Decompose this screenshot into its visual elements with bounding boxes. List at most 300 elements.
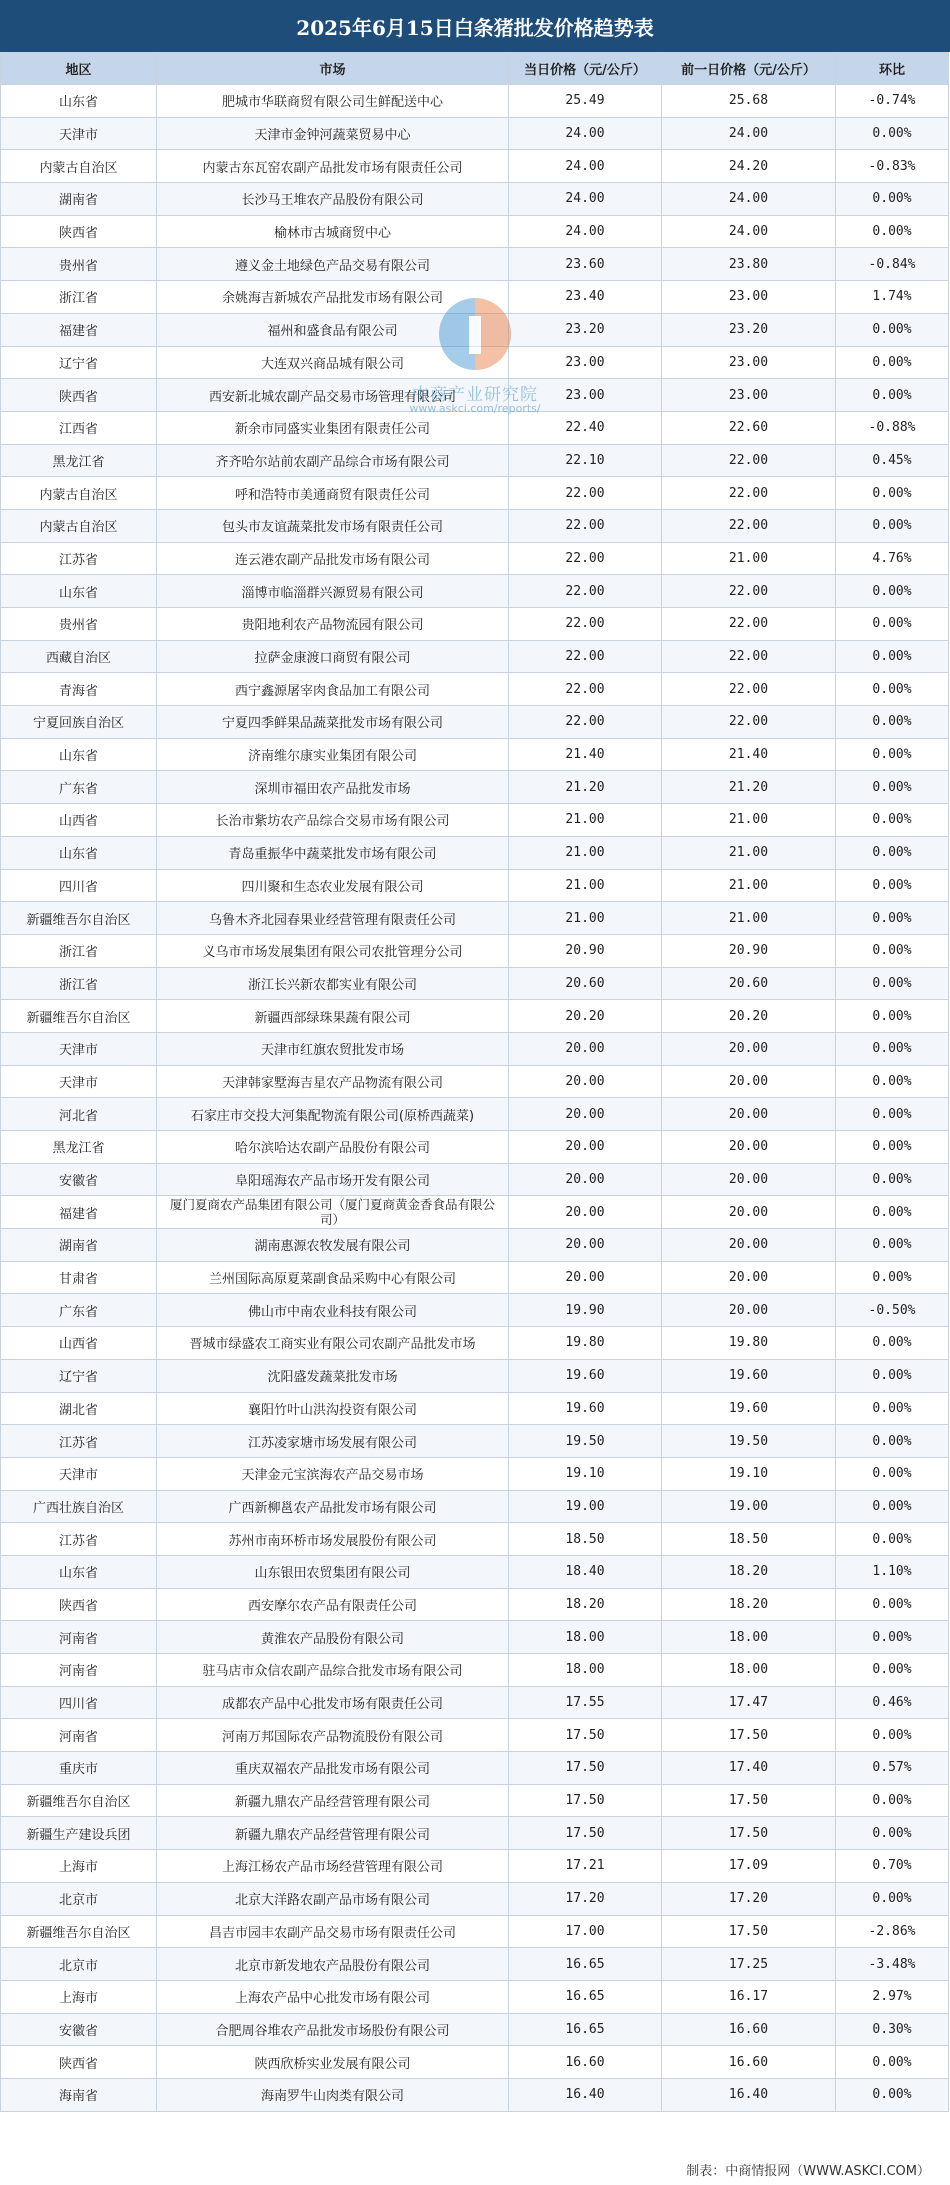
cell-change: 0.57% bbox=[836, 1752, 949, 1785]
cell-change: 0.00% bbox=[836, 1457, 949, 1490]
cell-today-price: 17.00 bbox=[509, 1915, 662, 1948]
cell-prev-price: 19.10 bbox=[662, 1457, 836, 1490]
cell-change: 0.70% bbox=[836, 1850, 949, 1883]
table-row bbox=[1, 1000, 949, 1033]
cell-region: 福建省 bbox=[1, 1196, 157, 1229]
cell-change: -0.84% bbox=[836, 248, 949, 281]
table-row bbox=[1, 934, 949, 967]
cell-prev-price: 20.00 bbox=[662, 1065, 836, 1098]
cell-prev-price: 22.00 bbox=[662, 444, 836, 477]
cell-region: 陕西省 bbox=[1, 2046, 157, 2079]
cell-region: 贵州省 bbox=[1, 248, 157, 281]
cell-market: 广西新柳邕农产品批发市场有限公司 bbox=[157, 1490, 509, 1523]
cell-market: 陕西欣桥实业发展有限公司 bbox=[157, 2046, 509, 2079]
header-market: 市场 bbox=[157, 53, 509, 85]
cell-change: 0.00% bbox=[836, 804, 949, 837]
cell-region: 山东省 bbox=[1, 1555, 157, 1588]
table-row bbox=[1, 1555, 949, 1588]
cell-change: 0.00% bbox=[836, 509, 949, 542]
cell-region: 辽宁省 bbox=[1, 1359, 157, 1392]
cell-today-price: 24.00 bbox=[509, 183, 662, 216]
cell-market: 山东银田农贸集团有限公司 bbox=[157, 1555, 509, 1588]
header-region: 地区 bbox=[1, 53, 157, 85]
cell-change: 0.00% bbox=[836, 2046, 949, 2079]
cell-prev-price: 20.20 bbox=[662, 1000, 836, 1033]
cell-market: 四川聚和生态农业发展有限公司 bbox=[157, 869, 509, 902]
cell-change: 0.00% bbox=[836, 1098, 949, 1131]
cell-prev-price: 22.00 bbox=[662, 608, 836, 641]
table-row bbox=[1, 1588, 949, 1621]
cell-prev-price: 20.00 bbox=[662, 1098, 836, 1131]
table-row bbox=[1, 281, 949, 314]
table-row bbox=[1, 2013, 949, 2046]
cell-change: 0.00% bbox=[836, 477, 949, 510]
cell-change: 0.00% bbox=[836, 117, 949, 150]
cell-today-price: 21.00 bbox=[509, 869, 662, 902]
table-row bbox=[1, 1621, 949, 1654]
cell-prev-price: 23.20 bbox=[662, 313, 836, 346]
cell-prev-price: 17.40 bbox=[662, 1752, 836, 1785]
cell-change: 0.00% bbox=[836, 1588, 949, 1621]
cell-region: 内蒙古自治区 bbox=[1, 509, 157, 542]
cell-change: 0.00% bbox=[836, 183, 949, 216]
cell-today-price: 20.00 bbox=[509, 1098, 662, 1131]
cell-prev-price: 20.00 bbox=[662, 1163, 836, 1196]
cell-region: 黑龙江省 bbox=[1, 1131, 157, 1164]
cell-market: 哈尔滨哈达农副产品股份有限公司 bbox=[157, 1131, 509, 1164]
table-row bbox=[1, 1294, 949, 1327]
cell-region: 青海省 bbox=[1, 673, 157, 706]
cell-region: 四川省 bbox=[1, 869, 157, 902]
cell-region: 广东省 bbox=[1, 771, 157, 804]
cell-market: 榆林市古城商贸中心 bbox=[157, 215, 509, 248]
cell-market: 西安新北城农副产品交易市场管理有限公司 bbox=[157, 379, 509, 412]
cell-market: 沈阳盛发蔬菜批发市场 bbox=[157, 1359, 509, 1392]
cell-prev-price: 17.50 bbox=[662, 1784, 836, 1817]
cell-region: 河北省 bbox=[1, 1098, 157, 1131]
cell-market: 呼和浩特市美通商贸有限责任公司 bbox=[157, 477, 509, 510]
cell-prev-price: 22.00 bbox=[662, 477, 836, 510]
table-row bbox=[1, 967, 949, 1000]
cell-change: 0.00% bbox=[836, 575, 949, 608]
cell-prev-price: 17.50 bbox=[662, 1817, 836, 1850]
footer-source: 制表：中商情报网（WWW.ASKCI.COM） bbox=[686, 2164, 930, 2179]
cell-change: 0.00% bbox=[836, 346, 949, 379]
table-row bbox=[1, 1948, 949, 1981]
cell-region: 河南省 bbox=[1, 1621, 157, 1654]
cell-region: 海南省 bbox=[1, 2078, 157, 2111]
cell-today-price: 16.65 bbox=[509, 1980, 662, 2013]
cell-market: 肥城市华联商贸有限公司生鲜配送中心 bbox=[157, 85, 509, 118]
table-row bbox=[1, 183, 949, 216]
cell-today-price: 23.40 bbox=[509, 281, 662, 314]
cell-today-price: 20.00 bbox=[509, 1065, 662, 1098]
cell-region: 天津市 bbox=[1, 117, 157, 150]
cell-today-price: 23.20 bbox=[509, 313, 662, 346]
cell-region: 江苏省 bbox=[1, 542, 157, 575]
cell-prev-price: 17.50 bbox=[662, 1719, 836, 1752]
cell-today-price: 16.65 bbox=[509, 2013, 662, 2046]
table-row bbox=[1, 313, 949, 346]
cell-prev-price: 22.00 bbox=[662, 640, 836, 673]
cell-prev-price: 16.17 bbox=[662, 1980, 836, 2013]
cell-prev-price: 23.00 bbox=[662, 379, 836, 412]
cell-region: 上海市 bbox=[1, 1850, 157, 1883]
cell-change: 0.00% bbox=[836, 640, 949, 673]
cell-change: 0.00% bbox=[836, 706, 949, 739]
table-row bbox=[1, 346, 949, 379]
table-row bbox=[1, 1752, 949, 1785]
cell-region: 湖南省 bbox=[1, 183, 157, 216]
table-row bbox=[1, 1131, 949, 1164]
cell-region: 陕西省 bbox=[1, 1588, 157, 1621]
cell-market: 长沙马王堆农产品股份有限公司 bbox=[157, 183, 509, 216]
cell-market: 阜阳瑶海农产品市场开发有限公司 bbox=[157, 1163, 509, 1196]
cell-today-price: 22.00 bbox=[509, 640, 662, 673]
cell-market: 长治市紫坊农产品综合交易市场有限公司 bbox=[157, 804, 509, 837]
table-row bbox=[1, 85, 949, 118]
cell-market: 大连双兴商品城有限公司 bbox=[157, 346, 509, 379]
cell-prev-price: 25.68 bbox=[662, 85, 836, 118]
cell-market: 义乌市市场发展集团有限公司农批管理分公司 bbox=[157, 934, 509, 967]
cell-market: 包头市友谊蔬菜批发市场有限责任公司 bbox=[157, 509, 509, 542]
cell-market: 西安摩尔农产品有限责任公司 bbox=[157, 1588, 509, 1621]
cell-change: -0.83% bbox=[836, 150, 949, 183]
table-row bbox=[1, 2078, 949, 2111]
table-row bbox=[1, 1392, 949, 1425]
cell-change: 0.00% bbox=[836, 1392, 949, 1425]
watermark-text: 中商产业研究院 bbox=[412, 385, 538, 405]
cell-change: -0.74% bbox=[836, 85, 949, 118]
cell-change: 1.74% bbox=[836, 281, 949, 314]
cell-change: 0.00% bbox=[836, 934, 949, 967]
cell-change: 0.00% bbox=[836, 1000, 949, 1033]
table-row bbox=[1, 1817, 949, 1850]
cell-change: 2.97% bbox=[836, 1980, 949, 2013]
table-row bbox=[1, 640, 949, 673]
table-row bbox=[1, 1457, 949, 1490]
cell-region: 天津市 bbox=[1, 1457, 157, 1490]
cell-region: 陕西省 bbox=[1, 215, 157, 248]
cell-today-price: 22.00 bbox=[509, 575, 662, 608]
cell-market: 浙江长兴新农都实业有限公司 bbox=[157, 967, 509, 1000]
cell-today-price: 17.20 bbox=[509, 1882, 662, 1915]
cell-today-price: 19.60 bbox=[509, 1359, 662, 1392]
cell-today-price: 18.50 bbox=[509, 1523, 662, 1556]
cell-prev-price: 18.20 bbox=[662, 1588, 836, 1621]
cell-market: 淄博市临淄群兴源贸易有限公司 bbox=[157, 575, 509, 608]
cell-region: 上海市 bbox=[1, 1980, 157, 2013]
cell-change: 0.00% bbox=[836, 1032, 949, 1065]
price-table bbox=[0, 52, 949, 2112]
cell-today-price: 19.80 bbox=[509, 1327, 662, 1360]
cell-change: 0.00% bbox=[836, 1621, 949, 1654]
cell-region: 陕西省 bbox=[1, 379, 157, 412]
cell-change: 0.00% bbox=[836, 869, 949, 902]
cell-change: 0.00% bbox=[836, 1425, 949, 1458]
cell-today-price: 19.10 bbox=[509, 1457, 662, 1490]
cell-market: 北京大洋路农副产品市场有限公司 bbox=[157, 1882, 509, 1915]
cell-region: 山西省 bbox=[1, 804, 157, 837]
cell-region: 新疆维吾尔自治区 bbox=[1, 1784, 157, 1817]
table-row bbox=[1, 1163, 949, 1196]
cell-market: 新疆九鼎农产品经营管理有限公司 bbox=[157, 1817, 509, 1850]
table-row bbox=[1, 1065, 949, 1098]
cell-market: 河南万邦国际农产品物流股份有限公司 bbox=[157, 1719, 509, 1752]
table-row bbox=[1, 1719, 949, 1752]
cell-change: 0.45% bbox=[836, 444, 949, 477]
cell-region: 北京市 bbox=[1, 1882, 157, 1915]
cell-prev-price: 20.00 bbox=[662, 1131, 836, 1164]
cell-change: 0.00% bbox=[836, 1817, 949, 1850]
cell-change: 0.00% bbox=[836, 1784, 949, 1817]
table-row bbox=[1, 608, 949, 641]
table-row bbox=[1, 509, 949, 542]
cell-today-price: 24.00 bbox=[509, 215, 662, 248]
cell-change: 0.00% bbox=[836, 1523, 949, 1556]
cell-today-price: 21.40 bbox=[509, 738, 662, 771]
cell-today-price: 22.00 bbox=[509, 706, 662, 739]
cell-prev-price: 22.00 bbox=[662, 575, 836, 608]
cell-prev-price: 19.60 bbox=[662, 1392, 836, 1425]
table-row bbox=[1, 1327, 949, 1360]
cell-region: 江西省 bbox=[1, 411, 157, 444]
cell-market: 苏州市南环桥市场发展股份有限公司 bbox=[157, 1523, 509, 1556]
cell-today-price: 23.00 bbox=[509, 346, 662, 379]
cell-prev-price: 18.00 bbox=[662, 1621, 836, 1654]
cell-change: 4.76% bbox=[836, 542, 949, 575]
cell-today-price: 20.00 bbox=[509, 1261, 662, 1294]
cell-region: 黑龙江省 bbox=[1, 444, 157, 477]
cell-market: 兰州国际高原夏菜副食品采购中心有限公司 bbox=[157, 1261, 509, 1294]
cell-market: 宁夏四季鲜果品蔬菜批发市场有限公司 bbox=[157, 706, 509, 739]
table-row bbox=[1, 1425, 949, 1458]
cell-market: 深圳市福田农产品批发市场 bbox=[157, 771, 509, 804]
cell-region: 山东省 bbox=[1, 575, 157, 608]
cell-prev-price: 18.00 bbox=[662, 1654, 836, 1687]
cell-today-price: 19.60 bbox=[509, 1392, 662, 1425]
cell-market: 新疆西部绿珠果蔬有限公司 bbox=[157, 1000, 509, 1033]
cell-change: 0.00% bbox=[836, 1654, 949, 1687]
cell-market: 石家庄市交投大河集配物流有限公司(原桥西蔬菜) bbox=[157, 1098, 509, 1131]
cell-today-price: 19.90 bbox=[509, 1294, 662, 1327]
cell-market: 天津韩家墅海吉星农产品物流有限公司 bbox=[157, 1065, 509, 1098]
cell-today-price: 21.00 bbox=[509, 902, 662, 935]
cell-region: 山东省 bbox=[1, 85, 157, 118]
table-row bbox=[1, 804, 949, 837]
cell-region: 新疆生产建设兵团 bbox=[1, 1817, 157, 1850]
cell-region: 山西省 bbox=[1, 1327, 157, 1360]
table-row bbox=[1, 1915, 949, 1948]
table-row bbox=[1, 836, 949, 869]
cell-change: 0.00% bbox=[836, 902, 949, 935]
cell-prev-price: 19.80 bbox=[662, 1327, 836, 1360]
cell-change: 0.00% bbox=[836, 1065, 949, 1098]
table-row bbox=[1, 1359, 949, 1392]
header-today-price: 当日价格（元/公斤） bbox=[509, 53, 662, 85]
table-row bbox=[1, 706, 949, 739]
header-row bbox=[1, 53, 949, 85]
cell-region: 辽宁省 bbox=[1, 346, 157, 379]
cell-prev-price: 23.00 bbox=[662, 346, 836, 379]
cell-market: 昌吉市园丰农副产品交易市场有限责任公司 bbox=[157, 1915, 509, 1948]
cell-region: 内蒙古自治区 bbox=[1, 150, 157, 183]
cell-change: 0.00% bbox=[836, 2078, 949, 2111]
table-row bbox=[1, 215, 949, 248]
cell-today-price: 18.00 bbox=[509, 1621, 662, 1654]
cell-market: 乌鲁木齐北园春果业经营管理有限责任公司 bbox=[157, 902, 509, 935]
cell-today-price: 17.55 bbox=[509, 1686, 662, 1719]
cell-change: 0.00% bbox=[836, 1882, 949, 1915]
cell-today-price: 25.49 bbox=[509, 85, 662, 118]
cell-region: 天津市 bbox=[1, 1065, 157, 1098]
cell-today-price: 20.00 bbox=[509, 1229, 662, 1262]
cell-change: 0.00% bbox=[836, 1229, 949, 1262]
cell-prev-price: 17.09 bbox=[662, 1850, 836, 1883]
table-row bbox=[1, 869, 949, 902]
cell-prev-price: 21.00 bbox=[662, 902, 836, 935]
cell-region: 内蒙古自治区 bbox=[1, 477, 157, 510]
cell-prev-price: 17.20 bbox=[662, 1882, 836, 1915]
cell-market: 成都农产品中心批发市场有限责任公司 bbox=[157, 1686, 509, 1719]
cell-region: 浙江省 bbox=[1, 934, 157, 967]
cell-region: 湖北省 bbox=[1, 1392, 157, 1425]
cell-market: 齐齐哈尔站前农副产品综合市场有限公司 bbox=[157, 444, 509, 477]
table-row bbox=[1, 1196, 949, 1229]
cell-change: 0.00% bbox=[836, 738, 949, 771]
cell-today-price: 22.00 bbox=[509, 608, 662, 641]
cell-market: 重庆双福农产品批发市场有限公司 bbox=[157, 1752, 509, 1785]
cell-market: 驻马店市众信农副产品综合批发市场有限公司 bbox=[157, 1654, 509, 1687]
cell-market: 新余市同盛实业集团有限责任公司 bbox=[157, 411, 509, 444]
cell-change: -0.88% bbox=[836, 411, 949, 444]
cell-prev-price: 20.60 bbox=[662, 967, 836, 1000]
cell-today-price: 21.00 bbox=[509, 804, 662, 837]
cell-market: 贵阳地利农产品物流园有限公司 bbox=[157, 608, 509, 641]
cell-market: 湖南惠源农牧发展有限公司 bbox=[157, 1229, 509, 1262]
table-body bbox=[1, 85, 949, 2112]
cell-region: 重庆市 bbox=[1, 1752, 157, 1785]
cell-change: 0.00% bbox=[836, 379, 949, 412]
cell-prev-price: 23.00 bbox=[662, 281, 836, 314]
cell-region: 山东省 bbox=[1, 738, 157, 771]
cell-change: 0.00% bbox=[836, 1490, 949, 1523]
cell-today-price: 22.10 bbox=[509, 444, 662, 477]
cell-change: 0.30% bbox=[836, 2013, 949, 2046]
cell-today-price: 20.00 bbox=[509, 1163, 662, 1196]
cell-market: 上海江杨农产品市场经营管理有限公司 bbox=[157, 1850, 509, 1883]
cell-today-price: 20.00 bbox=[509, 1032, 662, 1065]
cell-market: 天津市金钟河蔬菜贸易中心 bbox=[157, 117, 509, 150]
table-row bbox=[1, 1980, 949, 2013]
cell-today-price: 16.60 bbox=[509, 2046, 662, 2079]
cell-change: 0.00% bbox=[836, 608, 949, 641]
cell-prev-price: 20.00 bbox=[662, 1032, 836, 1065]
cell-market: 北京市新发地农产品股份有限公司 bbox=[157, 1948, 509, 1981]
cell-prev-price: 16.60 bbox=[662, 2013, 836, 2046]
cell-prev-price: 21.40 bbox=[662, 738, 836, 771]
table-row bbox=[1, 575, 949, 608]
cell-today-price: 17.21 bbox=[509, 1850, 662, 1883]
cell-change: 1.10% bbox=[836, 1555, 949, 1588]
cell-region: 贵州省 bbox=[1, 608, 157, 641]
cell-prev-price: 21.00 bbox=[662, 542, 836, 575]
cell-region: 江苏省 bbox=[1, 1425, 157, 1458]
cell-today-price: 17.50 bbox=[509, 1817, 662, 1850]
cell-market: 上海农产品中心批发市场有限公司 bbox=[157, 1980, 509, 2013]
cell-today-price: 22.00 bbox=[509, 509, 662, 542]
cell-prev-price: 17.50 bbox=[662, 1915, 836, 1948]
cell-market: 佛山市中南农业科技有限公司 bbox=[157, 1294, 509, 1327]
cell-today-price: 24.00 bbox=[509, 117, 662, 150]
cell-change: -2.86% bbox=[836, 1915, 949, 1948]
cell-change: 0.00% bbox=[836, 1327, 949, 1360]
cell-market: 内蒙古东瓦窑农副产品批发市场有限责任公司 bbox=[157, 150, 509, 183]
cell-market: 福州和盛食品有限公司 bbox=[157, 313, 509, 346]
cell-market: 海南罗牛山肉类有限公司 bbox=[157, 2078, 509, 2111]
table-row bbox=[1, 738, 949, 771]
cell-today-price: 16.40 bbox=[509, 2078, 662, 2111]
cell-market: 济南维尔康实业集团有限公司 bbox=[157, 738, 509, 771]
cell-prev-price: 17.47 bbox=[662, 1686, 836, 1719]
cell-market: 青岛重振华中蔬菜批发市场有限公司 bbox=[157, 836, 509, 869]
cell-market: 黄淮农产品股份有限公司 bbox=[157, 1621, 509, 1654]
cell-region: 天津市 bbox=[1, 1032, 157, 1065]
cell-change: -0.50% bbox=[836, 1294, 949, 1327]
table-row bbox=[1, 1850, 949, 1883]
cell-market: 江苏凌家塘市场发展有限公司 bbox=[157, 1425, 509, 1458]
cell-today-price: 22.40 bbox=[509, 411, 662, 444]
cell-region: 新疆维吾尔自治区 bbox=[1, 1915, 157, 1948]
cell-prev-price: 16.40 bbox=[662, 2078, 836, 2111]
cell-today-price: 18.00 bbox=[509, 1654, 662, 1687]
cell-prev-price: 24.00 bbox=[662, 117, 836, 150]
table-row bbox=[1, 1261, 949, 1294]
table-row bbox=[1, 902, 949, 935]
cell-today-price: 17.50 bbox=[509, 1752, 662, 1785]
cell-today-price: 22.00 bbox=[509, 542, 662, 575]
cell-region: 新疆维吾尔自治区 bbox=[1, 902, 157, 935]
table-row bbox=[1, 673, 949, 706]
cell-prev-price: 22.60 bbox=[662, 411, 836, 444]
table-row bbox=[1, 2046, 949, 2079]
table-row bbox=[1, 1654, 949, 1687]
cell-today-price: 20.00 bbox=[509, 1196, 662, 1229]
cell-today-price: 21.20 bbox=[509, 771, 662, 804]
table-row bbox=[1, 771, 949, 804]
cell-region: 江苏省 bbox=[1, 1523, 157, 1556]
cell-market: 西宁鑫源屠宰肉食品加工有限公司 bbox=[157, 673, 509, 706]
cell-prev-price: 21.00 bbox=[662, 869, 836, 902]
table-row bbox=[1, 1032, 949, 1065]
cell-today-price: 16.65 bbox=[509, 1948, 662, 1981]
table-row bbox=[1, 248, 949, 281]
cell-prev-price: 19.60 bbox=[662, 1359, 836, 1392]
cell-today-price: 18.20 bbox=[509, 1588, 662, 1621]
cell-prev-price: 21.00 bbox=[662, 836, 836, 869]
table-row bbox=[1, 1882, 949, 1915]
cell-market: 合肥周谷堆农产品批发市场股份有限公司 bbox=[157, 2013, 509, 2046]
cell-prev-price: 24.00 bbox=[662, 183, 836, 216]
cell-today-price: 17.50 bbox=[509, 1719, 662, 1752]
cell-region: 四川省 bbox=[1, 1686, 157, 1719]
cell-prev-price: 22.00 bbox=[662, 706, 836, 739]
table-row bbox=[1, 1686, 949, 1719]
cell-prev-price: 21.20 bbox=[662, 771, 836, 804]
cell-market: 晋城市绿盛农工商实业有限公司农副产品批发市场 bbox=[157, 1327, 509, 1360]
table-row bbox=[1, 411, 949, 444]
cell-region: 宁夏回族自治区 bbox=[1, 706, 157, 739]
